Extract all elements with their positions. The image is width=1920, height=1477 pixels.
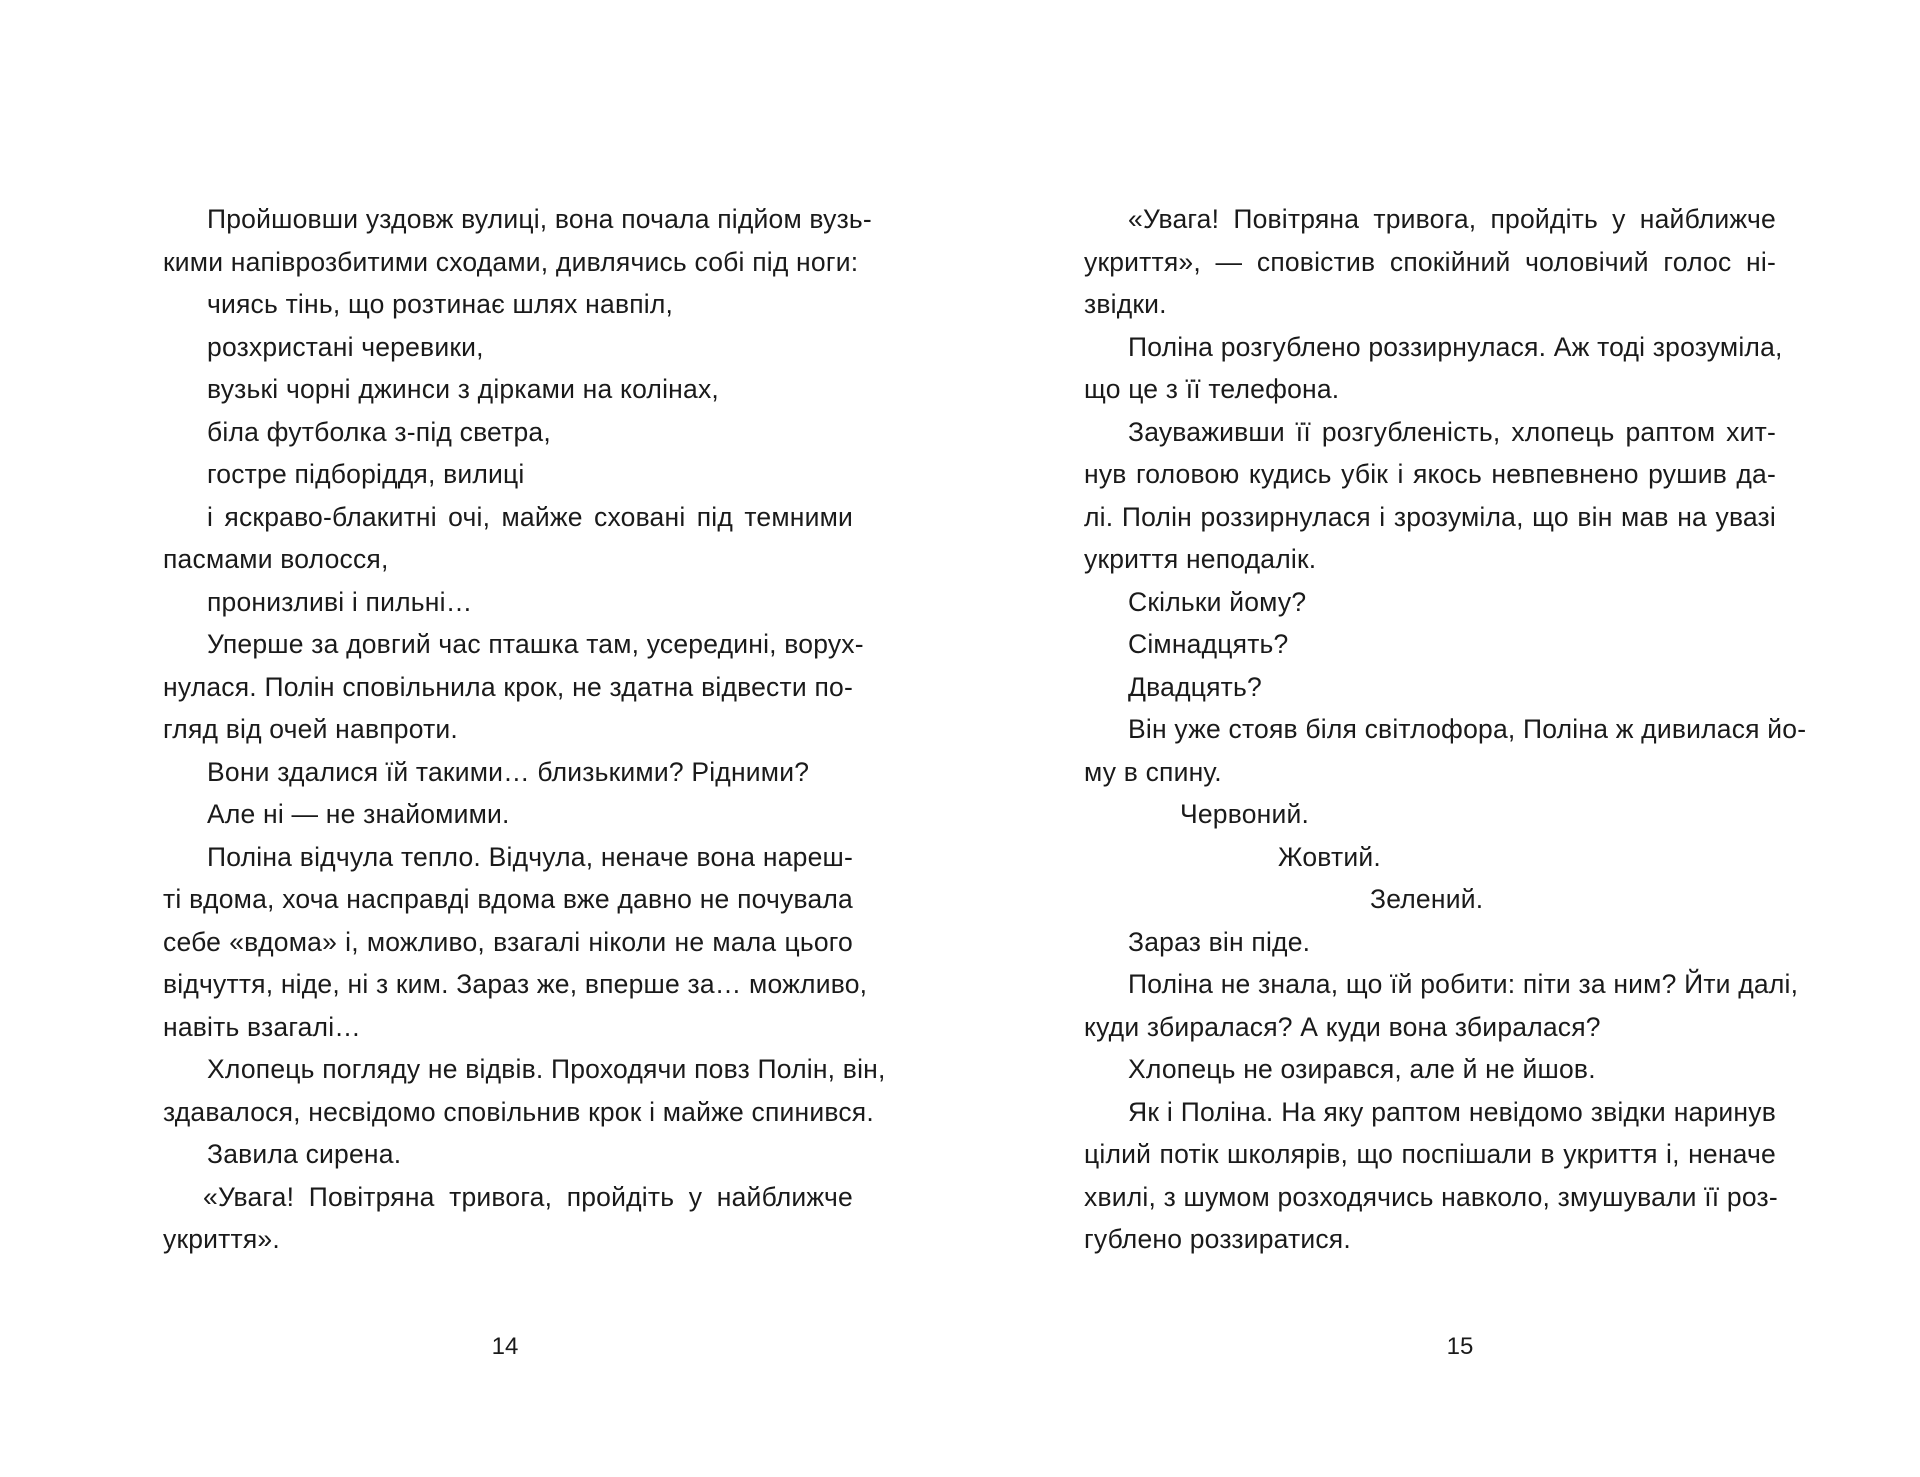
right-page [960, 0, 1920, 1477]
text-line: звідки. [1084, 289, 1167, 319]
text-line: пасмами волосся, [163, 544, 389, 574]
text-line: укриття неподалік. [1084, 544, 1317, 574]
text-line: цілий потік школярів, що поспішали в укриття і, неначе [1084, 1139, 1776, 1169]
text-line: Хлопець погляду не відвів. Проходячи повз Полін, він, [207, 1054, 886, 1084]
text-line: Він уже стояв біля світлофора, Поліна ж дивилася йо- [1128, 714, 1807, 744]
text-line: Вони здалися їй такими… близькими? Рідними? [207, 756, 810, 787]
text-line: здавалося, несвідомо сповільнив крок і майже спинився. [163, 1096, 874, 1127]
text-line: Червоний. [1180, 799, 1310, 829]
page-number: 15 [1446, 1333, 1474, 1360]
text-line: лі. Полін роззирнулася і зрозуміла, що він мав на увазі [1084, 501, 1776, 532]
text-line: укриття», — сповістив спокійний чоловічий голос ні- [1084, 246, 1776, 277]
page-number: 14 [491, 1333, 519, 1360]
text-line: ті вдома, хоча насправді вдома вже давно не почувала [163, 884, 853, 914]
text-line: Жовтий. [1278, 841, 1381, 872]
text-line: куди збиралася? А куди вона збиралася? [1084, 1011, 1601, 1042]
text-line: «Увага! Повітряна тривога, пройдіть у найближче [203, 1181, 853, 1212]
text-line: укриття». [163, 1224, 280, 1254]
text-line: Хлопець не озирався, але й не йшов. [1128, 1054, 1596, 1084]
text-line: нув головою кудись убік і якось невпевнено рушив да- [1084, 459, 1776, 489]
text-line: «Увага! Повітряна тривога, пройдіть у найближче [1128, 204, 1776, 234]
text-line: Завила сирена. [207, 1139, 402, 1169]
text-line: Зауваживши її розгубленість, хлопець раптом хит- [1128, 416, 1776, 447]
text-line: що це з її телефона. [1084, 374, 1340, 404]
text-line: Зелений. [1370, 884, 1484, 914]
text-line: Двадцять? [1128, 671, 1262, 702]
text-line: Пройшовши уздовж вулиці, вона почала підйом вузь- [207, 204, 872, 234]
text-line: Уперше за довгий час пташка там, усередині, ворух- [207, 629, 864, 659]
text-line: пронизливі і пильні… [207, 586, 473, 617]
text-line: Зараз він піде. [1128, 926, 1311, 957]
text-line: вузькі чорні джинси з дірками на колінах, [207, 374, 719, 404]
text-line: Як і Поліна. На яку раптом невідомо звідки наринув [1128, 1096, 1776, 1127]
text-line: нулася. Полін сповільнила крок, не здатна відвести по- [163, 671, 853, 702]
text-line: і яскраво-блакитні очі, майже сховані під темними [207, 501, 853, 532]
text-line: навіть взагалі… [163, 1011, 361, 1042]
text-line: Поліна не знала, що їй робити: піти за ним? Йти далі, [1128, 969, 1799, 999]
text-line: гублено роззиратися. [1084, 1224, 1351, 1254]
text-line: Але ні — не знайомими. [207, 799, 510, 829]
text-line: відчуття, ніде, ні з ким. Зараз же, вперше за… можливо, [163, 969, 868, 999]
text-line: Поліна розгублено роззирнулася. Аж тоді зрозуміла, [1128, 331, 1783, 362]
text-line: му в спину. [1084, 756, 1222, 787]
text-line: чиясь тінь, що розтинає шлях навпіл, [207, 289, 674, 319]
text-line: біла футболка з-під светра, [207, 416, 551, 447]
text-line: розхристані черевики, [207, 331, 484, 362]
right-page-text [1084, 198, 1807, 1261]
text-line: гостре підборіддя, вилиці [207, 459, 525, 489]
text-line: хвилі, з шумом розходячись навколо, змушували її роз- [1084, 1181, 1778, 1212]
text-line: кими напіврозбитими сходами, дивлячись собі під ноги: [163, 246, 859, 277]
text-line: Поліна відчула тепло. Відчула, неначе вона нареш- [207, 841, 853, 872]
text-line: себе «вдома» і, можливо, взагалі ніколи не мала цього [163, 926, 853, 957]
left-page-text [163, 198, 886, 1261]
text-line: Скільки йому? [1128, 586, 1307, 617]
text-line: Сімнадцять? [1128, 629, 1289, 659]
text-line: гляд від очей навпроти. [163, 714, 458, 744]
